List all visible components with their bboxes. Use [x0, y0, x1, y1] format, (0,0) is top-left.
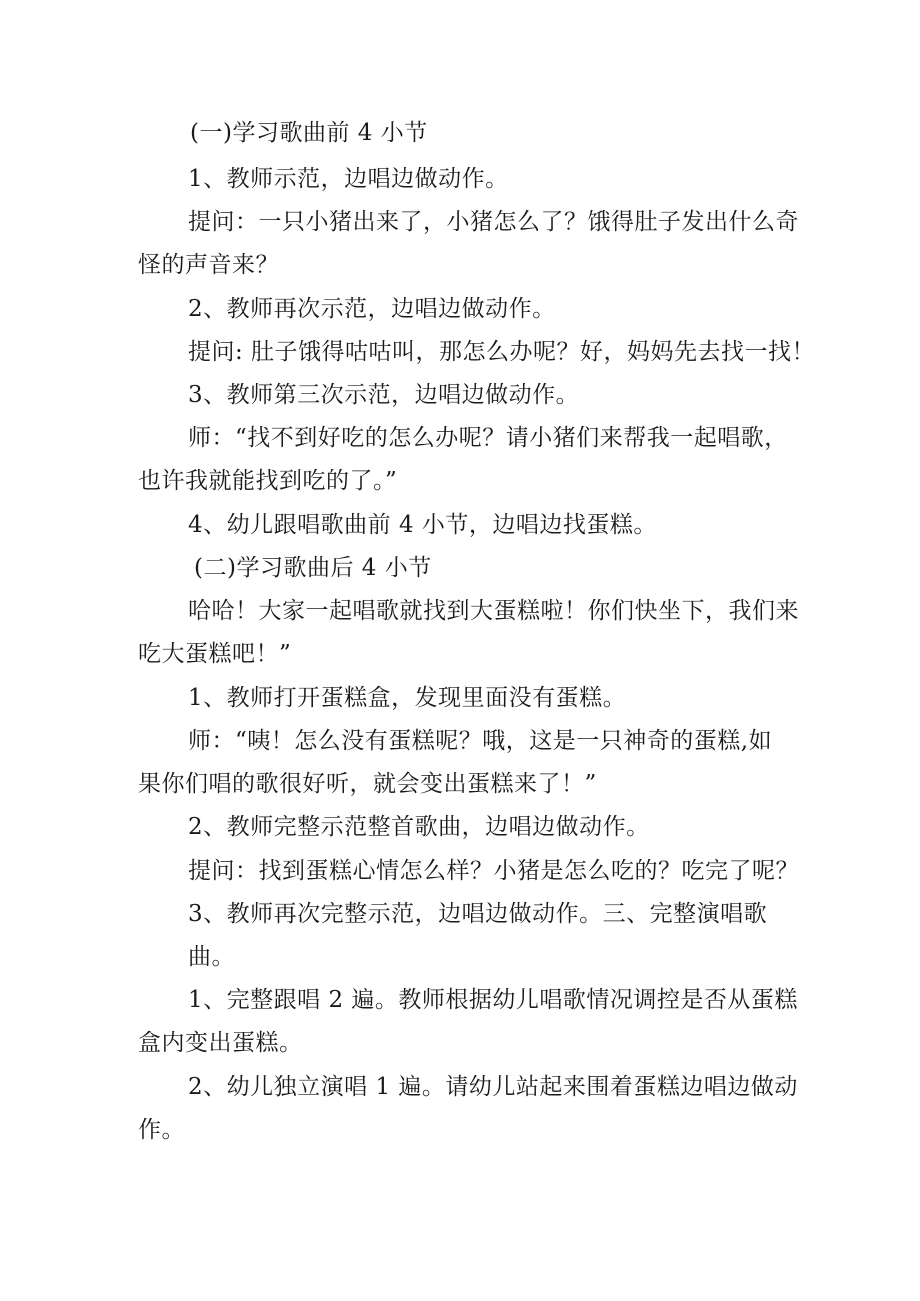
paragraph-line: 曲。 [188, 944, 235, 970]
paragraph-line: 1、完整跟唱 2 遍。教师根据幼儿唱歌情况调控是否从蛋糕 [188, 987, 798, 1013]
paragraph-line: 3、教师再次完整示范，边唱边做动作。三、完整演唱歌 [188, 901, 768, 927]
paragraph-line: 2、教师完整示范整首歌曲，边唱边做动作。 [188, 814, 650, 840]
paragraph-line: 3、教师第三次示范，边唱边做动作。 [188, 382, 580, 408]
section-heading-1: (一)学习歌曲前 4 小节 [190, 120, 428, 146]
paragraph-line: 1、教师打开蛋糕盒，发现里面没有蛋糕。 [188, 685, 627, 711]
paragraph-line: 师：“找不到好吃的怎么办呢？请小猪们来帮我一起唱歌， [188, 425, 788, 451]
paragraph-line: 4、幼儿跟唱歌曲前 4 小节，边唱边找蛋糕。 [188, 512, 657, 538]
paragraph-line: 提问: 肚子饿得咕咕叫，那怎么办呢？好，妈妈先去找一找！ [188, 339, 816, 365]
paragraph-line: 2、幼儿独立演唱 1 遍。请幼儿站起来围着蛋糕边唱边做动 [188, 1074, 798, 1100]
paragraph-line: 怪的声音来？ [138, 252, 279, 278]
paragraph-line: 1、教师示范，边唱边做动作。 [188, 166, 509, 192]
paragraph-line: 提问：一只小猪出来了，小猪怎么了？饿得肚子发出什么奇 [188, 209, 799, 235]
paragraph-line: 果你们唱的歌很好听，就会变出蛋糕来了！” [138, 771, 597, 797]
paragraph-line: 师：“咦！怎么没有蛋糕呢？哦，这是一只神奇的蛋糕,如 [188, 728, 773, 754]
paragraph-line: 也许我就能找到吃的了。” [138, 468, 398, 494]
paragraph-line: 吃大蛋糕吧！” [138, 641, 292, 667]
section-heading-2: (二)学习歌曲后 4 小节 [194, 555, 432, 581]
paragraph-line: 2、教师再次示范，边唱边做动作。 [188, 296, 556, 322]
paragraph-line: 哈哈！大家一起唱歌就找到大蛋糕啦！你们快坐下，我们来 [188, 598, 799, 624]
paragraph-line: 盒内变出蛋糕。 [138, 1030, 303, 1056]
paragraph-line: 提问：找到蛋糕心情怎么样？小猪是怎么吃的？吃完了呢？ [188, 858, 799, 884]
paragraph-line: 作。 [138, 1117, 185, 1143]
